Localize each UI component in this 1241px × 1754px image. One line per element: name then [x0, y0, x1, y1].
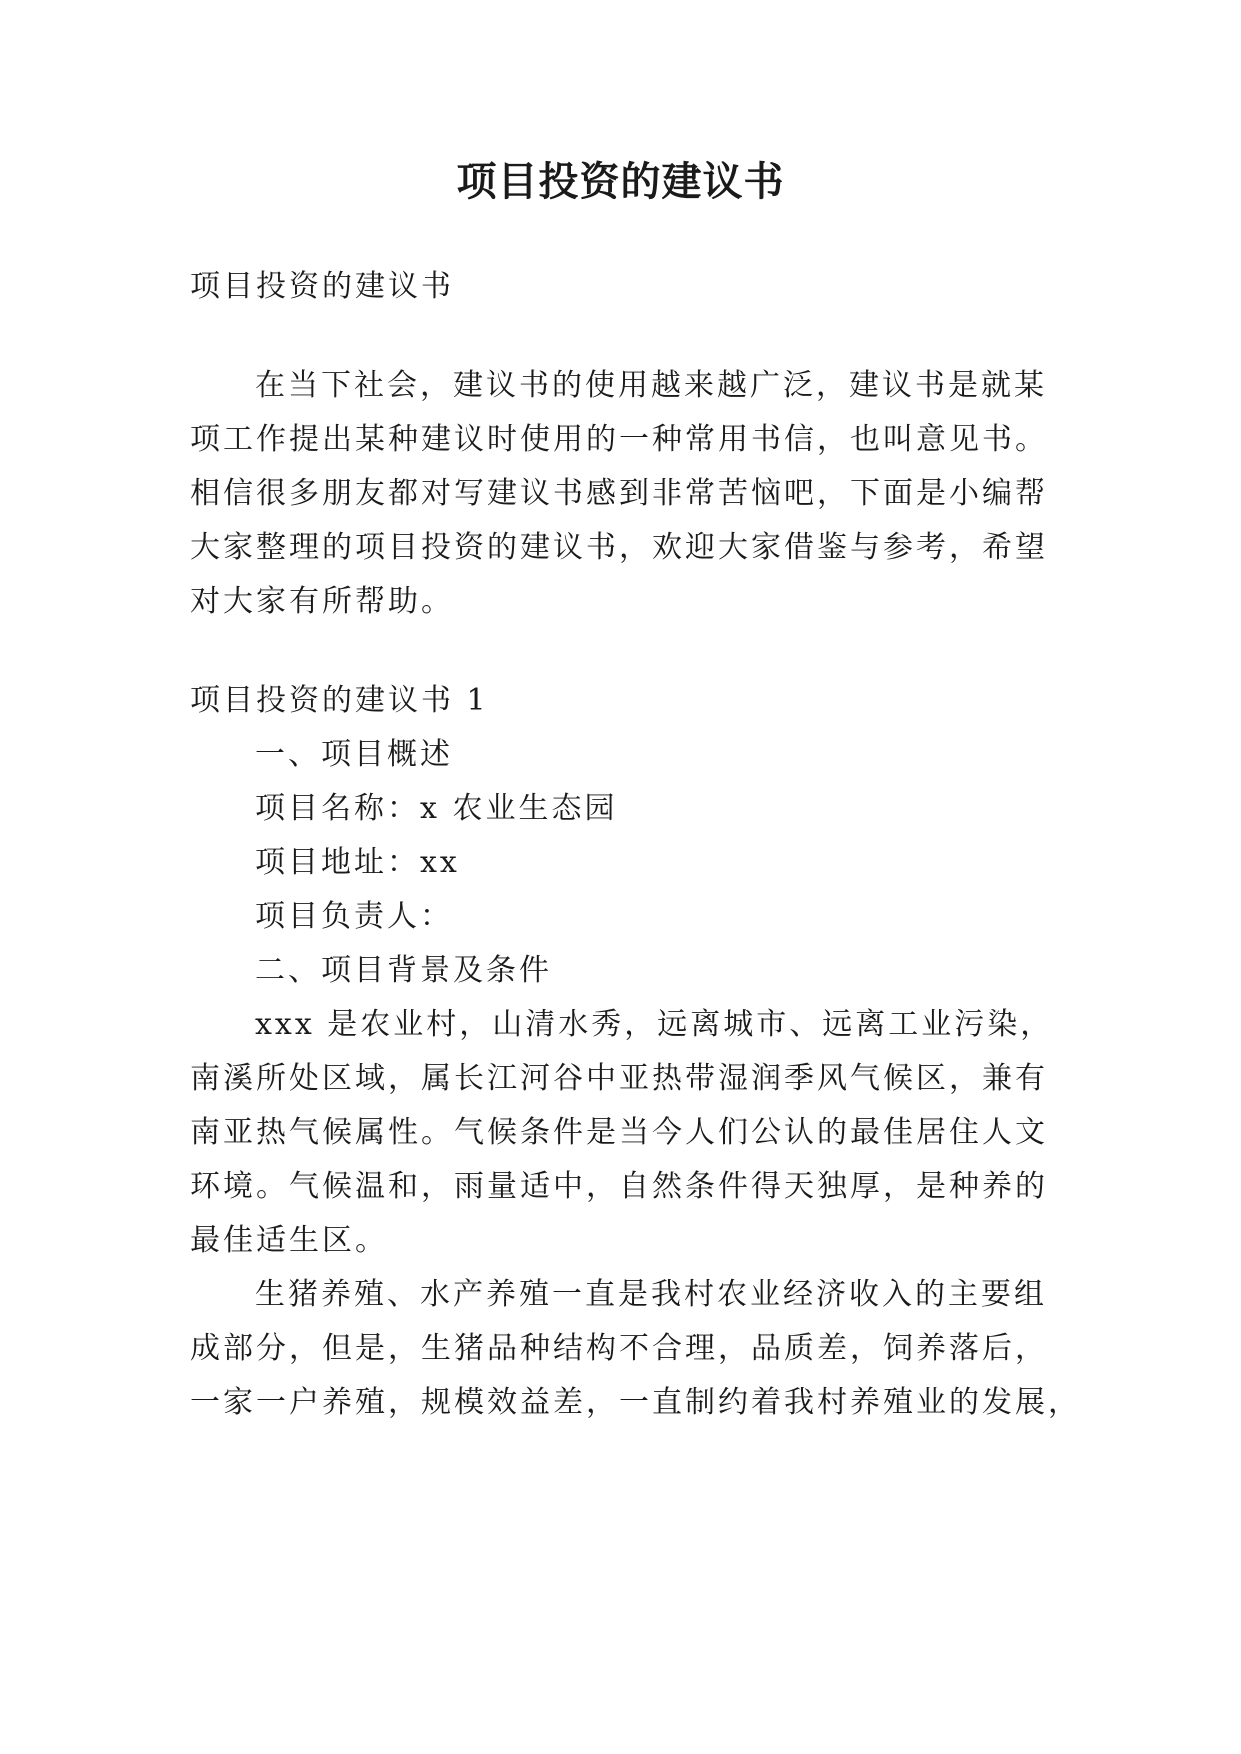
background-line-2: 南溪所处区域，属长江河谷中亚热带湿润季风气候区，兼有: [190, 1061, 1048, 1096]
livestock-line-2: 成部分，但是，生猪品种结构不合理，品质差，饲养落后，: [190, 1331, 1048, 1366]
background-line-4: 环境。气候温和，雨量适中，自然条件得天独厚，是种养的: [190, 1169, 1048, 1204]
project-address-line: 项目地址：xx: [255, 845, 460, 880]
project-lead-line: 项目负责人：: [255, 899, 453, 934]
intro-line-1: 在当下社会，建议书的使用越来越广泛，建议书是就某: [255, 368, 1047, 403]
background-line-3: 南亚热气候属性。气候条件是当今人们公认的最佳居住人文: [190, 1115, 1048, 1150]
project-name-line: 项目名称：x 农业生态园: [255, 791, 618, 826]
livestock-line-3: 一家一户养殖，规模效益差，一直制约着我村养殖业的发展，: [190, 1385, 1081, 1420]
section-heading: 项目投资的建议书 1: [190, 683, 489, 718]
intro-line-2: 项工作提出某种建议时使用的一种常用书信，也叫意见书。: [190, 422, 1048, 457]
heading-overview: 一、项目概述: [255, 737, 453, 772]
livestock-line-1: 生猪养殖、水产养殖一直是我村农业经济收入的主要组: [255, 1277, 1047, 1312]
subtitle-line: 项目投资的建议书: [190, 269, 454, 304]
background-line-1: xxx 是农业村，山清水秀，远离城市、远离工业污染，: [255, 1007, 1054, 1042]
heading-background: 二、项目背景及条件: [255, 953, 552, 988]
intro-line-5: 对大家有所帮助。: [190, 584, 454, 619]
document-title: 项目投资的建议书: [456, 159, 785, 205]
background-line-5: 最佳适生区。: [190, 1223, 388, 1258]
intro-line-3: 相信很多朋友都对写建议书感到非常苦恼吧，下面是小编帮: [190, 476, 1048, 511]
intro-line-4: 大家整理的项目投资的建议书，欢迎大家借鉴与参考，希望: [190, 530, 1048, 565]
